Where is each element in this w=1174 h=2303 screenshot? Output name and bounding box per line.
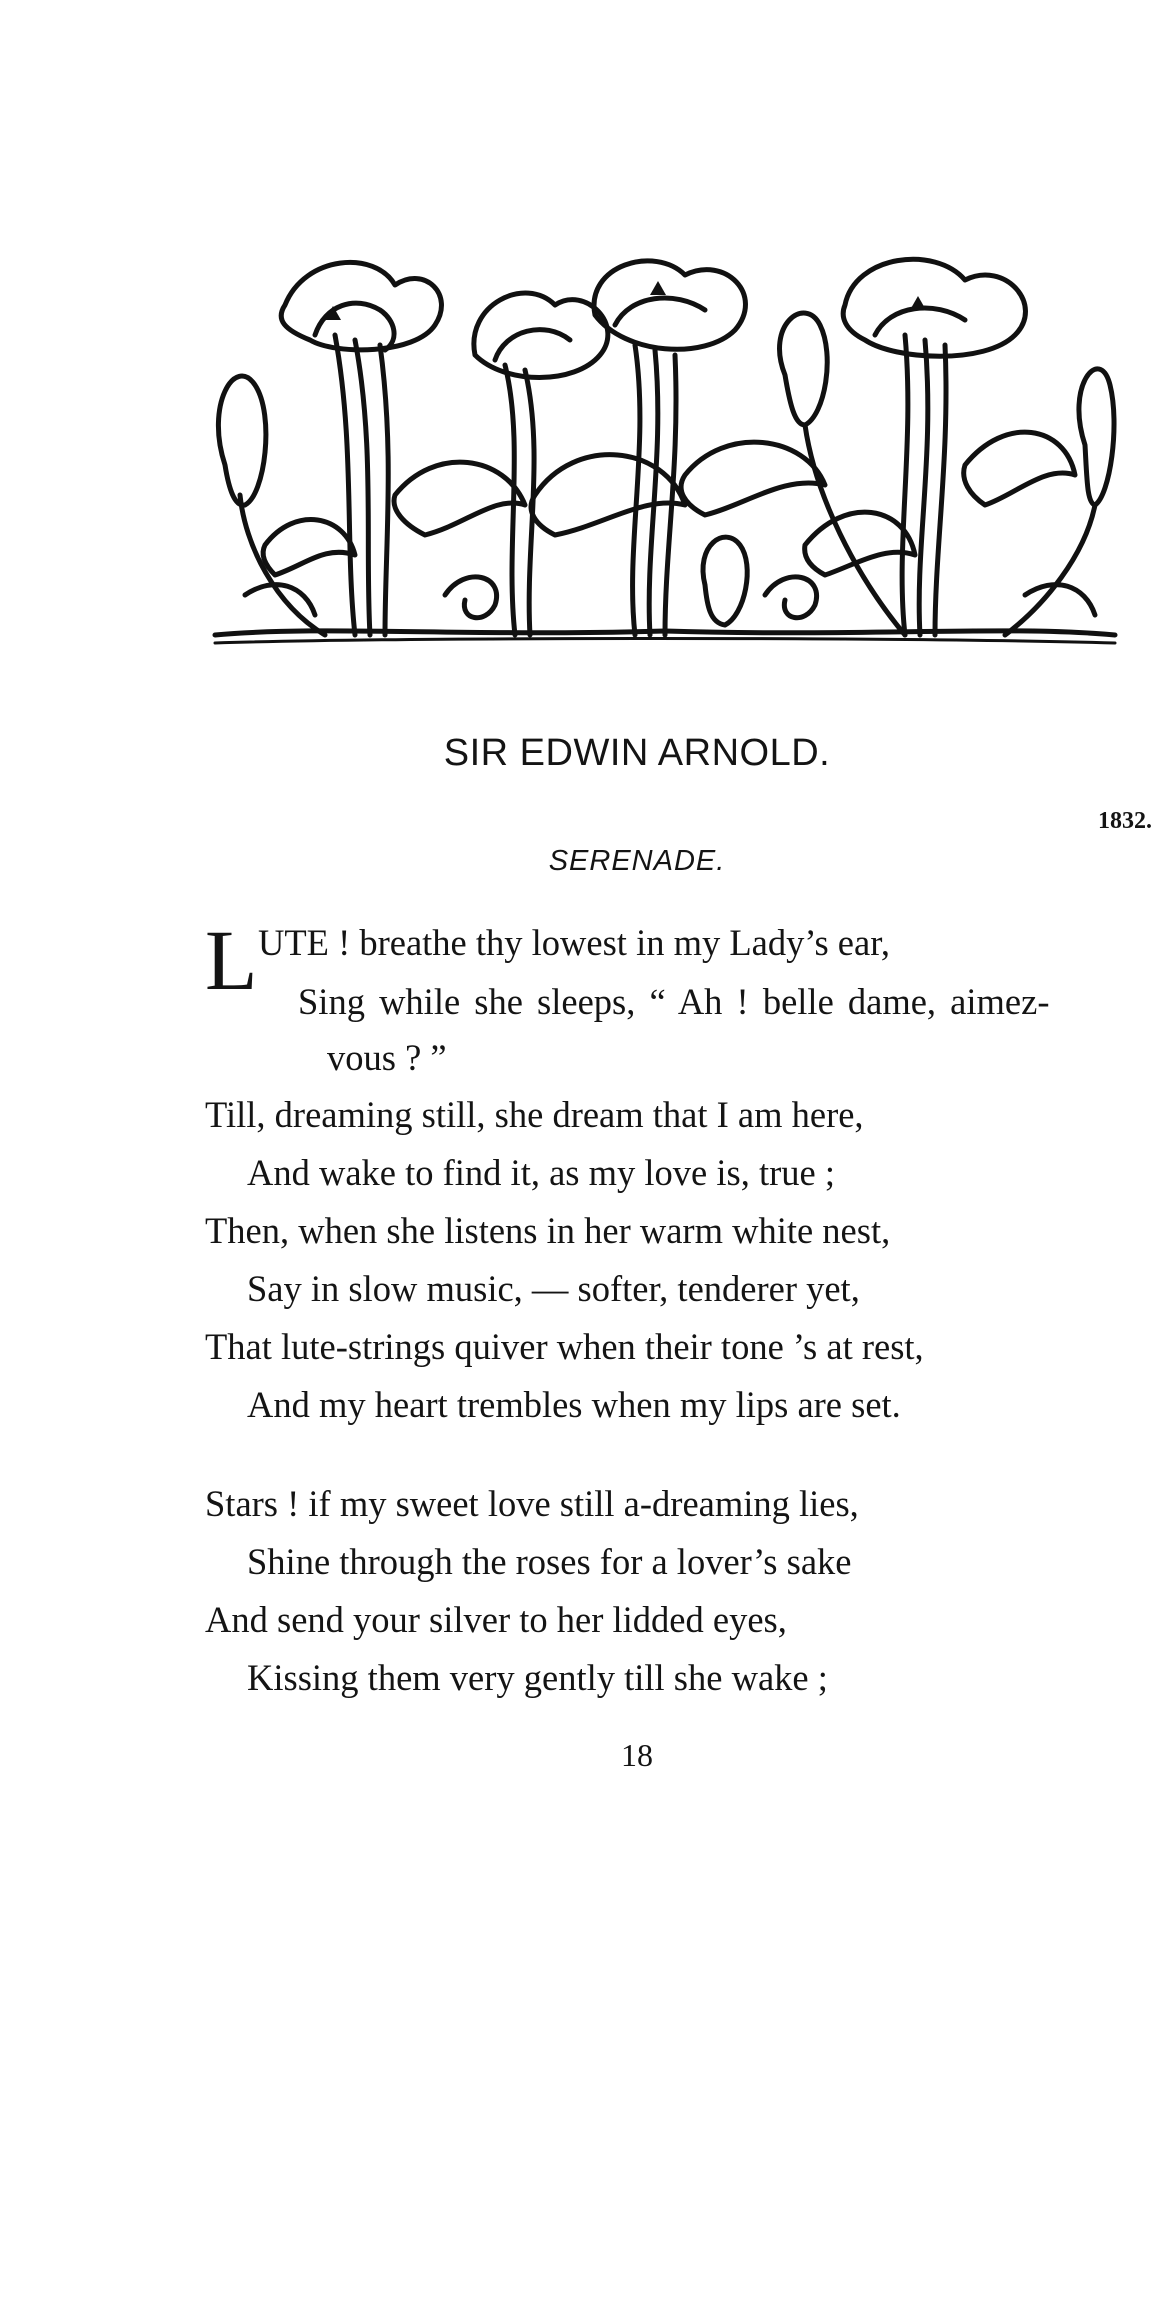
poem-line: And send your silver to her lidded eyes, xyxy=(205,1599,787,1640)
poem-line: That lute-strings quiver when their tone ’s at rest, xyxy=(205,1326,924,1367)
poem-line: And my heart trembles when my lips are set. xyxy=(247,1384,901,1425)
poem-line: Say in slow music, — softer, tenderer yet, xyxy=(247,1268,860,1309)
poem-line: Then, when she listens in her warm white nest, xyxy=(205,1210,891,1251)
poem-line: Till, dreaming still, she dream that I am here, xyxy=(205,1094,864,1135)
year-note: 1832. xyxy=(1098,808,1152,834)
poem-title: SERENADE. xyxy=(548,845,726,877)
poem-line: Shine through the roses for a lover’s sake xyxy=(247,1541,852,1582)
page-number: 18 xyxy=(621,1737,653,1773)
poem-line: Sing while she sleeps, “ Ah ! belle dame, aimez- xyxy=(298,981,1050,1022)
author-heading: SIR EDWIN ARNOLD. xyxy=(443,732,831,774)
poem-line: Kissing them very gently till she wake ; xyxy=(247,1657,828,1698)
poem-line: UTE ! breathe thy lowest in my Lady’s ear, xyxy=(258,922,891,963)
poem-line: vous ? ” xyxy=(327,1037,447,1078)
poem-line: Stars ! if my sweet love still a-dreaming lies, xyxy=(205,1483,859,1524)
drop-cap: L xyxy=(205,912,258,1008)
poppy-ornament-illustration xyxy=(205,245,1125,645)
poem-line: And wake to find it, as my love is, true ; xyxy=(247,1152,835,1193)
